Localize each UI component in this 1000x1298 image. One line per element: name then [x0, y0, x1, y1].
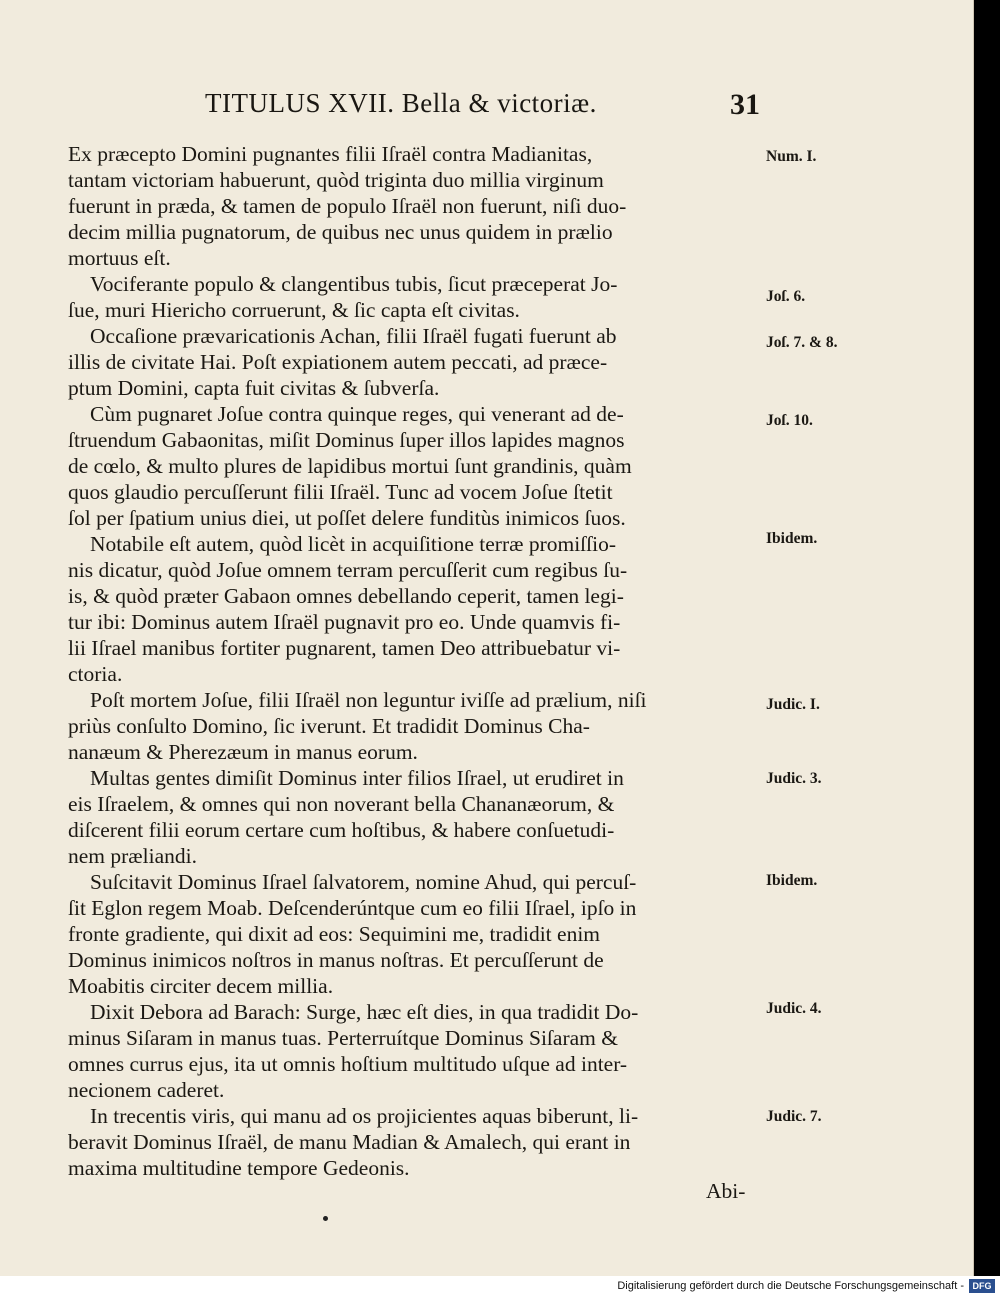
text-line: eis Iſraelem, & omnes qui non noverant bella Chananæorum, &	[68, 792, 615, 816]
margin-note: Joſ. 10.	[766, 412, 813, 429]
dfg-logo-icon: DFG	[969, 1279, 995, 1293]
margin-note: Ibidem.	[766, 872, 818, 889]
text-line: Poſt mortem Joſue, filii Iſraël non leguntur iviſſe ad prælium, niſi	[90, 688, 647, 712]
text-line: is, & quòd præter Gabaon omnes debellando ceperit, tamen legi-	[68, 584, 624, 608]
text-line: Ex præcepto Domini pugnantes filii Iſraël contra Madianitas,	[68, 142, 593, 166]
margin-note: Ibidem.	[766, 530, 818, 547]
text-line: ſue, muri Hiericho corruerunt, & ſic capta eſt civitas.	[68, 298, 520, 322]
margin-note: Num. I.	[766, 148, 817, 165]
footer-bar	[0, 1276, 1000, 1298]
text-line: decim millia pugnatorum, de quibus nec unus quidem in prælio	[68, 220, 613, 244]
running-head: TITULUS XVII. Bella & victoriæ.	[205, 88, 597, 118]
footer-credit: Digitalisierung gefördert durch die Deutsche Forschungsgemeinschaft -	[617, 1280, 964, 1292]
text-line: mortuus eſt.	[68, 246, 171, 270]
text-line: Occaſione prævaricationis Achan, filii Iſraël fugati fuerunt ab	[90, 324, 617, 348]
text-line: ptum Domini, capta fuit civitas & ſubverſa.	[68, 376, 440, 400]
text-line: Dominus inimicos noſtros in manus noſtras. Et percuſſerunt de	[68, 948, 604, 972]
text-line: de cœlo, & multo plures de lapidibus mortui ſunt grandinis, quàm	[68, 454, 632, 478]
page-number: 31	[730, 88, 760, 121]
text-line: minus Siſaram in manus tuas. Perterruítque Dominus Siſaram &	[68, 1026, 618, 1050]
text-line: ctoria.	[68, 662, 123, 686]
text-line: necionem caderet.	[68, 1078, 225, 1102]
text-line: maxima multitudine tempore Gedeonis.	[68, 1156, 410, 1180]
text-line: Vociferante populo & clangentibus tubis, ſicut præceperat Jo-	[90, 272, 618, 296]
text-line: Dixit Debora ad Barach: Surge, hæc eſt dies, in qua tradidit Do-	[90, 1000, 639, 1024]
margin-note: Judic. 4.	[766, 1000, 822, 1017]
text-line: diſcerent filii eorum certare cum hoſtibus, & habere conſuetudi-	[68, 818, 615, 842]
text-line: quos glaudio percuſſerunt filii Iſraël. Tunc ad vocem Joſue ſtetit	[68, 480, 613, 504]
text-line: In trecentis viris, qui manu ad os projicientes aquas biberunt, li-	[90, 1104, 639, 1128]
margin-note: Joſ. 6.	[766, 288, 806, 305]
text-line: illis de civitate Hai. Poſt expiationem autem peccati, ad præce-	[68, 350, 608, 374]
text-line: ſol per ſpatium unius diei, ut poſſet delere funditùs inimicos ſuos.	[68, 506, 626, 530]
text-line: nanæum & Pherezæum in manus eorum.	[68, 740, 418, 764]
margin-note: Judic. I.	[766, 696, 820, 713]
text-line: Moabitis circiter decem millia.	[68, 974, 334, 998]
margin-note: Joſ. 7. & 8.	[766, 334, 838, 351]
margin-note: Judic. 3.	[766, 770, 822, 787]
catchword: Abi-	[706, 1179, 746, 1203]
text-line: Notabile eſt autem, quòd licèt in acquiſitione terræ promiſſio-	[90, 532, 617, 556]
text-line: Suſcitavit Dominus Iſrael ſalvatorem, nomine Ahud, qui percuſ-	[90, 870, 637, 894]
text-line: nem præliandi.	[68, 844, 197, 868]
text-line: tantam victoriam habuerunt, quòd triginta duo millia virginum	[68, 168, 604, 192]
text-line: beravit Dominus Iſraël, de manu Madian & Amalech, qui erant in	[68, 1130, 631, 1154]
margin-note: Judic. 7.	[766, 1108, 822, 1125]
text-line: lii Iſrael manibus fortiter pugnarent, tamen Deo attribuebatur vi-	[68, 636, 621, 660]
text-line: fuerunt in præda, & tamen de populo Iſraël non fuerunt, niſi duo-	[68, 194, 627, 218]
text-line: Cùm pugnaret Joſue contra quinque reges, qui venerant ad de-	[90, 402, 624, 426]
page-mark	[323, 1216, 328, 1221]
text-line: nis dicatur, quòd Joſue omnem terram percuſſerit cum regibus ſu-	[68, 558, 628, 582]
text-line: omnes currus ejus, ita ut omnis hoſtium multitudo uſque ad inter-	[68, 1052, 628, 1076]
text-line: fronte gradiente, qui dixit ad eos: Sequimini me, tradidit enim	[68, 922, 601, 946]
text-line: tur ibi: Dominus autem Iſraël pugnavit pro eo. Unde quamvis fi-	[68, 610, 621, 634]
text-line: ſtruendum Gabaonitas, miſit Dominus ſuper illos lapides magnos	[68, 428, 625, 452]
text-line: ſit Eglon regem Moab. Deſcenderúntque cum eo filii Iſrael, ipſo in	[68, 896, 637, 920]
text-line: priùs conſulto Domino, ſic iverunt. Et tradidit Dominus Cha-	[68, 714, 590, 738]
text-line: Multas gentes dimiſit Dominus inter filios Iſrael, ut erudiret in	[90, 766, 624, 790]
